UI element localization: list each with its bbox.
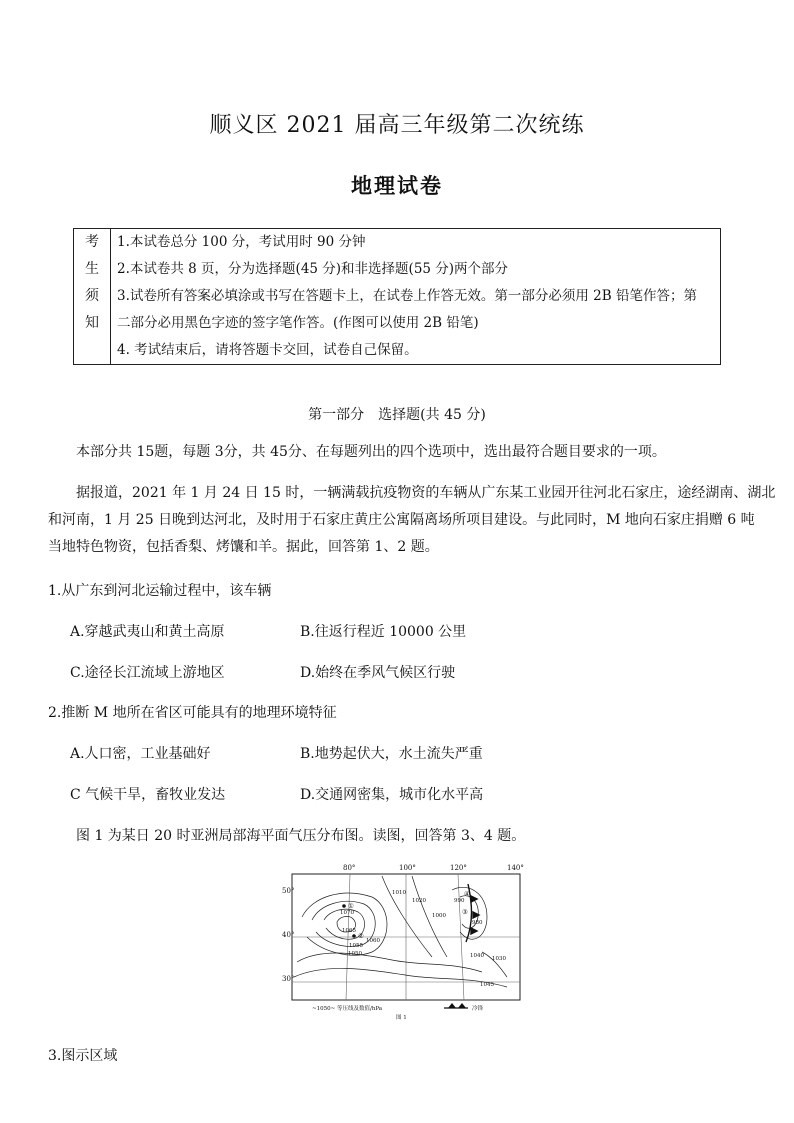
notice-label-char: 知 [85,315,99,331]
question-1-option-c[interactable]: C.途径长江流域上游地区 [70,665,225,681]
notice-line: 3.试卷所有答案必填涂或书写在答题卡上，在试卷上作答无效。第一部分必须用 2B 铅笔作答；第 [117,288,697,304]
isobar-value: 980 [472,920,483,926]
notice-label-char: 生 [85,261,99,277]
lon-label: 100° [399,864,416,872]
isobar-value: 1045 [480,982,494,988]
lat-label: 50° [282,887,295,895]
legend-isobar: ~1050~ 等压线及数值/hPa [312,1006,383,1012]
notice-box [73,228,721,365]
passage [48,480,776,561]
notice-line: 1.本试卷总分 100 分，考试用时 90 分钟 [117,234,366,250]
point-marker [342,904,346,908]
question-2-stem: 2.推断 M 地所在省区可能具有的地理环境特征 [48,705,337,721]
isobar-value: 1065 [342,928,356,934]
question-1-stem: 1.从广东到河北运输过程中，该车辆 [48,583,272,599]
isobar-value: 1050 [348,951,362,957]
map-point-4: ④ [464,890,470,898]
legend-front-tri [458,1003,466,1008]
question-2-option-d[interactable]: D.交通网密集，城市化水平高 [300,787,484,803]
question-2-option-b[interactable]: B.地势起伏大，水土流失严重 [300,746,483,762]
map-point-3: ③ [462,908,468,916]
notice-line: 二部分必用黑色字迹的签字笔作答。(作图可以使用 2B 铅笔) [117,315,479,331]
notice-line: 2.本试卷共 8 页，分为选择题(45 分)和非选择题(55 分)两个部分 [117,261,509,277]
lon-label: 80° [343,864,356,872]
isobar-value: 1030 [492,956,506,962]
legend-front: 冷锋 [472,1006,484,1012]
passage-line: 和河南，1 月 25 日晚到达河北，及时用于石家庄黄庄公寓隔离场所项目建设。与此同时，M 地向石家庄捐赠 6 吨 [48,512,755,528]
question-1-option-d[interactable]: D.始终在季风气候区行驶 [300,665,456,681]
exam-title: 顺义区 2021 届高三年级第二次统练 [209,113,585,138]
pressure-map-figure [282,862,522,1022]
isobar-value: 1020 [412,898,426,904]
lon-label: 140° [507,864,524,872]
isobar-value: 990 [454,898,465,904]
question-2-option-c[interactable]: C 气候干旱，畜牧业发达 [70,787,226,803]
figure-intro: 图 1 为某日 20 时亚洲局部海平面气压分布图。读图，回答第 3、4 题。 [76,828,526,844]
question-2-option-a[interactable]: A.人口密，工业基础好 [70,746,211,762]
notice-text [117,229,712,364]
passage-line: 据报道，2021 年 1 月 24 日 15 时，一辆满载抗疫物资的车辆从广东某工业园开往河北石家庄，途经湖南、湖北 [76,485,776,501]
isobar-value: 1060 [366,938,380,944]
map-point-1: ① [348,902,354,910]
question-1-option-a[interactable]: A.穿越武夷山和黄土高原 [70,624,225,640]
lat-label: 40° [282,931,295,939]
notice-label-char: 须 [85,288,99,304]
isobar-value: 1040 [470,953,484,959]
point-marker [352,934,356,938]
passage-line: 当地特色物资，包括香梨、烤馕和羊。据此，回答第 1、2 题。 [48,539,439,555]
map-point-2: ② [358,932,364,940]
notice-label [74,229,111,364]
lon-label: 120° [450,864,467,872]
figure-caption: 图 1 [396,1015,407,1021]
isobar-value: 1010 [392,890,406,896]
notice-line: 4. 考试结束后，请将答题卡交回，试卷自己保留。 [117,342,418,358]
question-3-stem: 3.图示区域 [48,1048,118,1064]
lat-label: 30° [282,975,295,983]
isobar-value: 1000 [432,913,446,919]
legend-front-tri [448,1003,456,1008]
notice-label-char: 考 [85,234,99,250]
section-intro: 本部分共 15题，每题 3分，共 45分、在每题列出的四个选项中，选出最符合题目要求的一项。 [76,444,666,460]
section-title: 第一部分 选择题(共 45 分) [308,407,486,423]
exam-subject: 地理试卷 [351,173,443,198]
question-1-option-b[interactable]: B.往返行程近 10000 公里 [300,624,467,640]
isobar-value: 1055 [349,943,363,949]
isobar-value: 1070 [340,910,354,916]
